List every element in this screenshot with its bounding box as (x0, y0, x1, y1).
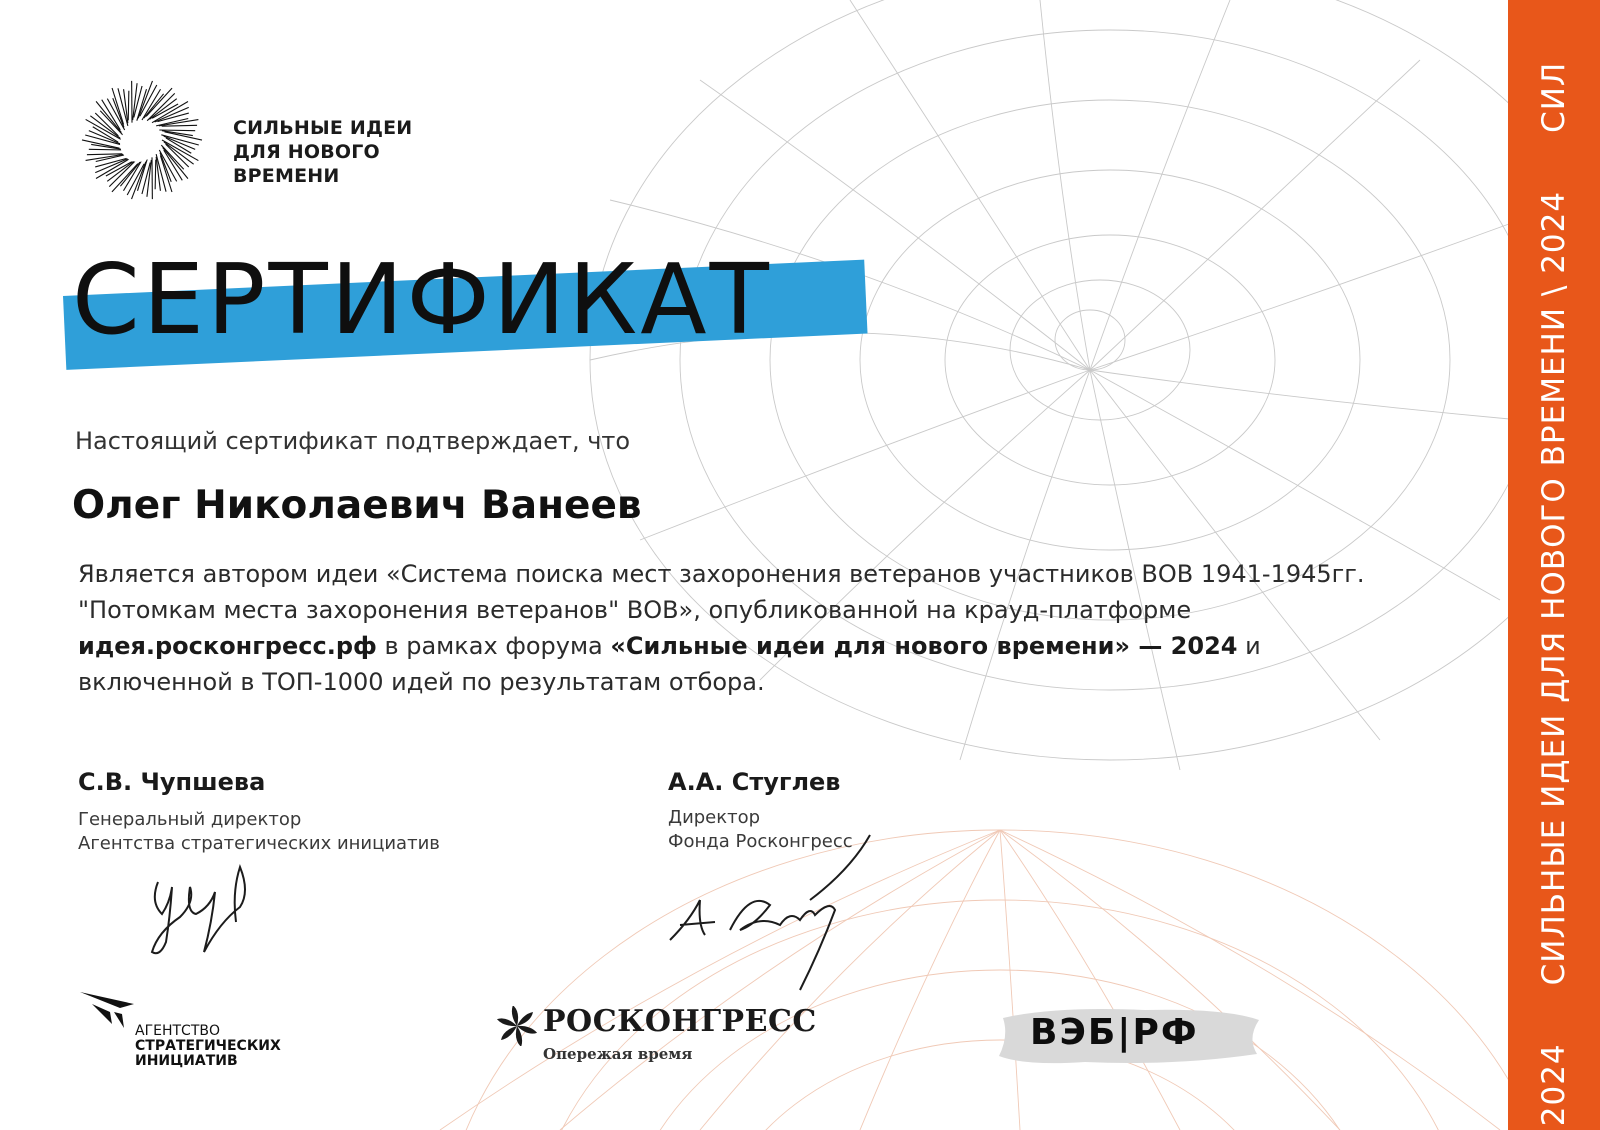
asi-logo-text (135, 1024, 281, 1069)
side-band-text (1536, 4, 1572, 1127)
side-band-lead: 2024 (1536, 1043, 1572, 1127)
signatory-1-role-line-1: Генеральный директор (78, 809, 302, 830)
roscongress-slogan: Опережая время (543, 1045, 693, 1063)
body-part-3: и включенной в ТОП-1000 идей по результатам отбора. (78, 632, 1261, 696)
roscongress-flower-icon (497, 1006, 537, 1046)
body-part-2: в рамках форума (376, 632, 611, 660)
logo-line-2: ДЛЯ НОВОГО (233, 141, 380, 163)
logo-line-3: ВРЕМЕНИ (233, 165, 340, 187)
asi-line-2: СТРАТЕГИЧЕСКИХ (135, 1038, 281, 1054)
roscongress-name: РОСКОНГРЕСС (543, 1004, 817, 1039)
signatory-2-role-line-2: Фонда Росконгресс (668, 831, 853, 852)
sunburst-icon (78, 76, 206, 204)
signatory-1-role (78, 808, 440, 856)
signatory-1-name: С.В. Чупшева (78, 768, 266, 796)
certificate-body (78, 556, 1408, 700)
asi-logo-icon (78, 990, 136, 1030)
asi-line-3: ИНИЦИАТИВ (135, 1053, 238, 1069)
signatory-1-role-line-2: Агентства стратегических инициатив (78, 833, 440, 854)
veb-logo-text: ВЭБ|РФ (1030, 1012, 1199, 1053)
signature-2 (660, 830, 890, 1000)
certificate-title: СЕРТИФИКАТ (72, 243, 772, 356)
side-band-tail: СИЛ (1536, 61, 1572, 133)
signature-1 (140, 862, 260, 962)
body-forum: «Сильные идеи для нового времени» — 2024 (610, 632, 1238, 660)
certificate-intro: Настоящий сертификат подтверждает, что (75, 427, 631, 455)
recipient-name: Олег Николаевич Ванеев (72, 483, 642, 528)
signatory-2-role-line-1: Директор (668, 807, 761, 828)
body-part-1: Является автором идеи «Система поиска мест захоронения ветеранов участников ВОВ 1941-1945гг. "Потомкам места захоронения ветеранов" ВОВ», опубликованной на крауд-платформе (78, 560, 1365, 624)
side-band-main: СИЛЬНЫЕ ИДЕИ ДЛЯ НОВОГО ВРЕМЕНИ \ 2024 (1536, 190, 1572, 986)
signatory-2-name: А.А. Стуглев (668, 768, 841, 796)
logo-line-1: СИЛЬНЫЕ ИДЕИ (233, 117, 413, 139)
asi-line-1: АГЕНТСТВО (135, 1023, 220, 1039)
body-site: идея.росконгресс.рф (78, 632, 377, 660)
forum-logo-text (233, 116, 412, 188)
